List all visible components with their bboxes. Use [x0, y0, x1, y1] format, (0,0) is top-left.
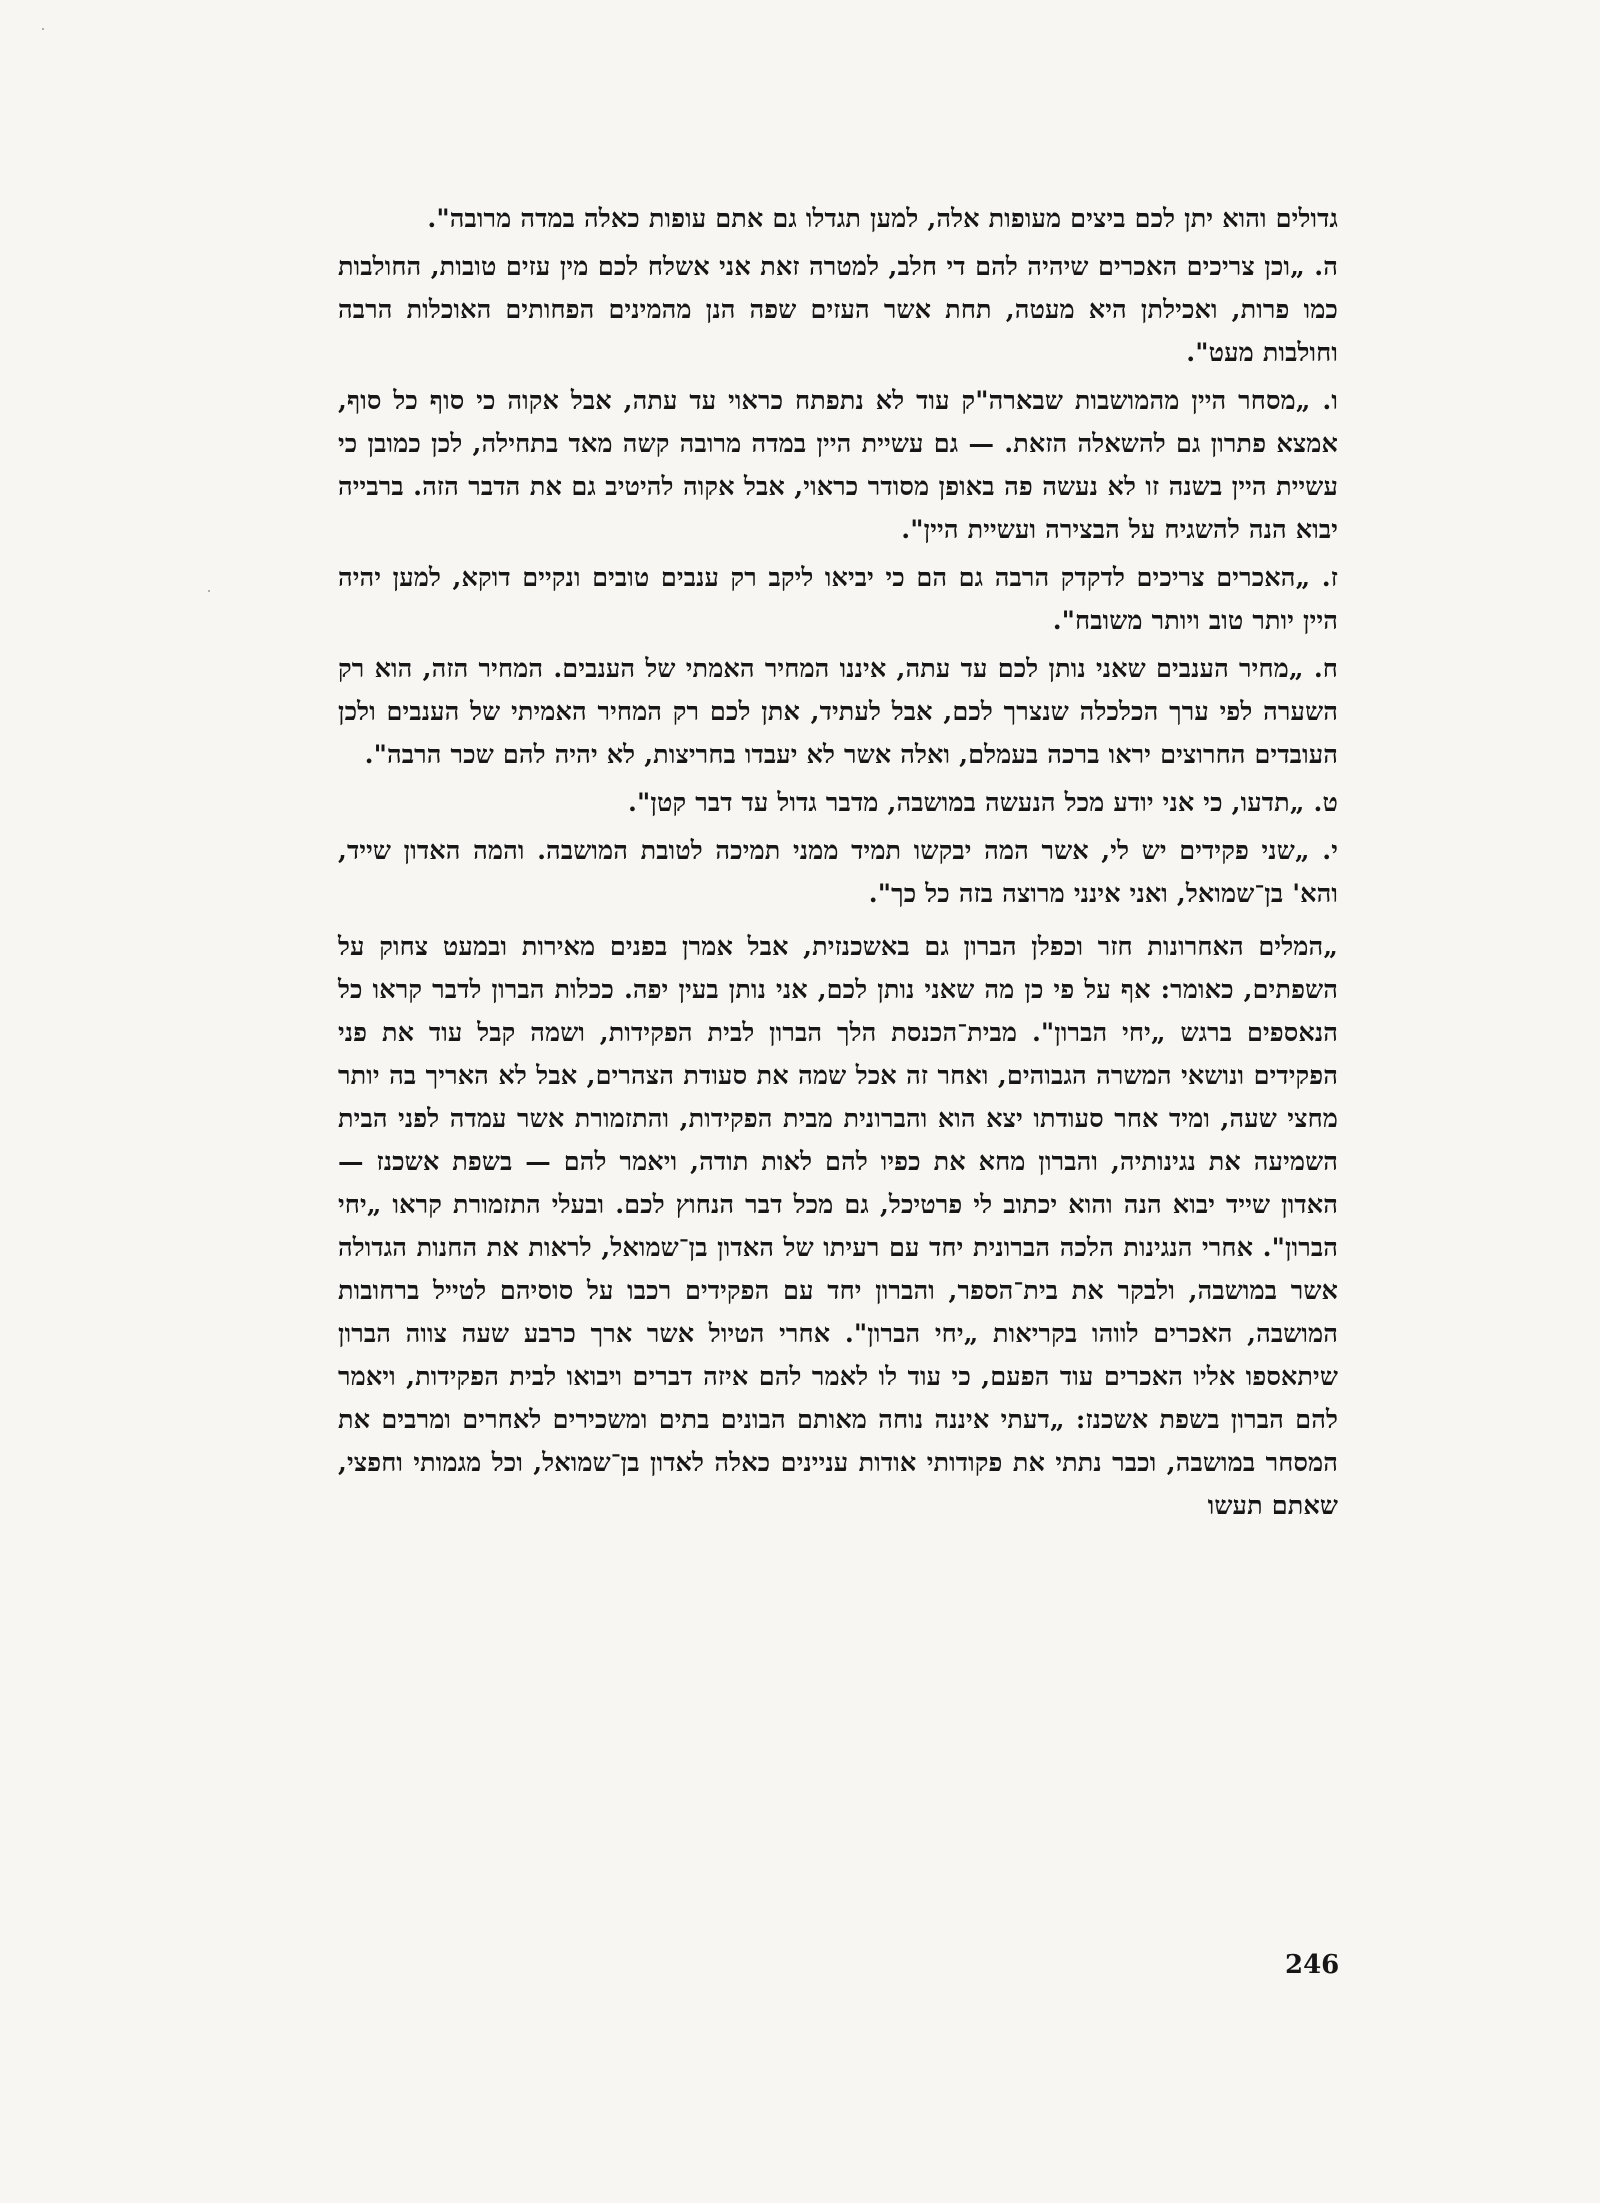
paragraph-item-vav: ו. „מסחר היין מהמושבות שבארה"ק עוד לא נתפתח כראוי עד עתה, אבל אקוה כי סוף כל סוף, אמצא פתרון גם להשאלה הזאת. — גם עשיית היין במדה מרובה קשה מאד בתחילה, לכן כמובן כי עשיית היין בשנה זו לא נעשה פה באופן מסודר כראוי, אבל אקוה להיטיב גם את הדבר הזה. ברבייה יבוא הנה להשגיח על הבצירה ועשיית היין". [338, 386, 1338, 545]
paragraph-narrative: „המלים האחרונות חזר וכפלן הברון גם באשכנזית, אבל אמרן בפנים מאירות ובמעט צחוק על השפתים, כאומר: אף על פי כן מה שאני נותן לכם, אני נותן בעין יפה. ככלות הברון לדבר קראו כל הנאספים ברגש „יחי הברון". מבית־הכנסת הלך הברון לבית הפקידות, ושמה קבל עוד את פני הפקידים ונושאי המשרה הגבוהים, ואחר זה אכל שמה את סעודת הצהרים, אבל לא האריך בה יותר מחצי שעה, ומיד אחר סעודתו יצא הוא והברונית מבית הפקידות, והתזמורת אשר עמדה לפני הבית השמיעה את נגינותיה, והברון מחא את כפיו להם לאות תודה, ויאמר להם — בשפת אשכנז — האדון שייד יבוא הנה והוא יכתוב לי פרטיכל, גם מכל דבר הנחוץ לכם. ובעלי התזמורת קראו „יחי הברון". אחרי הנגינות הלכה הברונית יחד עם רעיתו של האדון בן־שמואל, לראות את החנות הגדולה אשר במושבה, ולבקר את בית־הספר, והברון יחד עם הפקידים רכבו על סוסיהם לטייל ברחובות המושבה, האכרים לווהו בקריאות „יחי הברון". אחרי הטיול אשר ארך כרבע שעה צווה הברון שיתאספו אליו האכרים עוד הפעם, כי עוד לו לאמר להם איזה דברים ויבואו לבית הפקידות, ויאמר להם הברון בשפת אשכנז: „דעתי איננה נוחה מאותם הבונים בתים ומשכירים לאחרים ומרבים את המסחר במושבה, וכבר נתתי את פקודותי אודות עניינים כאלה לאדון בן־שמואל, וכל מגמותי וחפצי, שאתם תעשו [338, 932, 1338, 1521]
paragraph-item-he: ה. „וכן צריכים האכרים שיהיה להם די חלב, למטרה זאת אני אשלח לכם מין עזים טובות, החולבות כמו פרות, ואכילתן היא מעטה, תחת אשר העזים שפה הנן מהמינים הפחותים האוכלות הרבה וחולבות מעט". [338, 252, 1338, 368]
page-number: 246 [1285, 1950, 1340, 1980]
paragraph-item-het: ח. „מחיר הענבים שאני נותן לכם עד עתה, איננו המחיר האמתי של הענבים. המחיר הזה, הוא רק השערה לפי ערך הכלכלה שנצרך לכם, אבל לעתיד, אתן לכם רק המחיר האמיתי של הענבים ולכן העובדים החרוצים יראו ברכה בעמלם, ואלה אשר לא יעבדו בחריצות, לא יהיה להם שכר הרבה". [338, 654, 1338, 770]
paragraph-item-zayin: ז. „האכרים צריכים לדקדק הרבה גם הם כי יביאו ליקב רק ענבים טובים ונקיים דוקא, למען יהיה היין יותר טוב ויותר משובח". [338, 563, 1338, 636]
paragraph-continuation: גדולים והוא יתן לכם ביצים מעופות אלה, למען תגדלו גם אתם עופות כאלה במדה מרובה". [427, 204, 1338, 234]
body-text [338, 198, 1338, 1528]
paragraph-item-tet: ט. „תדעו, כי אני יודע מכל הנעשה במושבה, מדבר גדול עד דבר קטן". [628, 788, 1338, 818]
scan-speck [208, 590, 210, 592]
scan-speck [42, 28, 44, 30]
paragraph-item-yod: י. „שני פקידים יש לי, אשר המה יבקשו תמיד ממני תמיכה לטובת המושבה. והמה האדון שייד, והא' בן־שמואל, ואני אינני מרוצה בזה כל כך". [338, 836, 1338, 909]
